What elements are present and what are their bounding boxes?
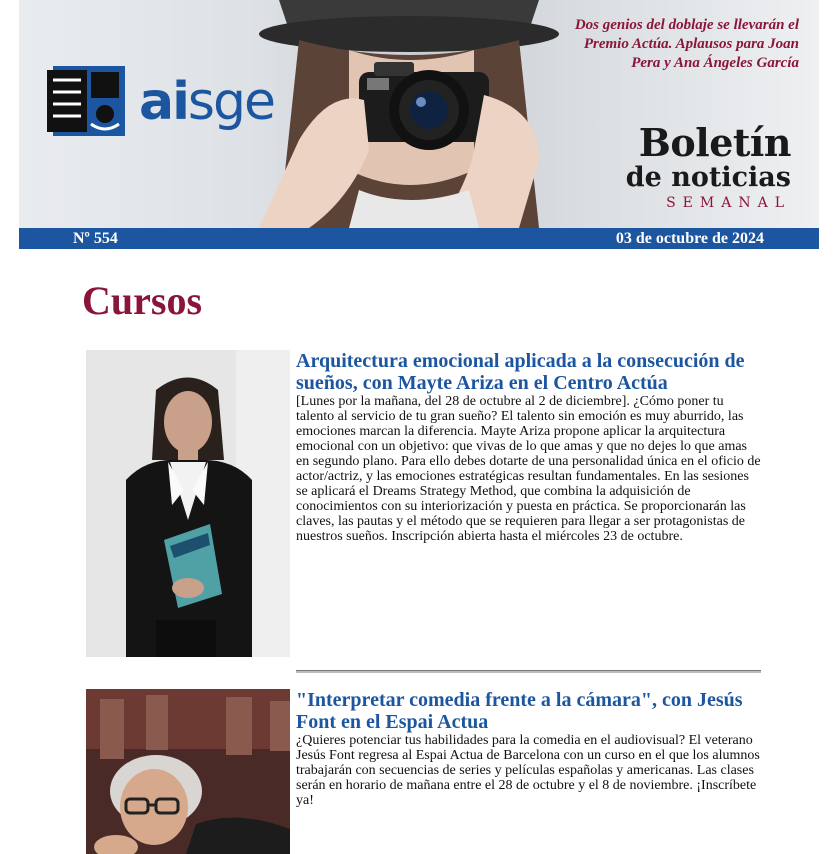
bulletin-title-line1: Boletín [638,120,791,165]
aisge-logo[interactable] [47,62,275,142]
article-2-title[interactable]: "Interpretar comedia frente a la cámara", con Jesús Font en el Espai Actua [296,689,743,733]
article-1-text: [Lunes por la mañana, del 28 de octubre al 2 de diciembre]. ¿Cómo poner tu talento al servicio de tu gran sueño? El talento sin emoción es muy aburrido, las emociones marcan la diferencia. Mayte Ariza propone aplicar la arquitectura emocional con un objetivo: que vivas de lo que amas y que no dejes lo que amas en segundo plano. Para ello debes dotarte de una personalidad única en el oficio de actor/actriz, y las emociones estratégicas resultan fundamentales. En las sesiones se aplicará el Dreams Strategy Method, que combina la adquisición de conocimientos con su interiorización y puesta en práctica. Se proporcionarán las claves, las pautas y el método que se requieren para llegar a ser protagonistas de nuestros sueños. Inscripción abierta hasta el miércoles 23 de octubre. [296,394,761,544]
article-1-photo[interactable] [86,350,290,657]
article-1-body [296,350,762,544]
issue-date: 03 de octubre de 2024 [615,230,764,247]
bulletin-title-line2: de noticias [625,162,791,193]
article-divider [296,670,761,673]
header-banner [19,0,819,228]
issue-number: Nº 554 [73,230,118,247]
article-2-text: ¿Quieres potenciar tus habilidades para la comedia en el audiovisual? El veterano Jesús Font regresa al Espai Actua de Barcelona con un curso en el que los alumnos trabajarán con secuencias de series y películas españolas y americanas. Las clases serán en horario de mañana entre el 28 de octubre y el 8 de noviembre. ¡Inscríbete ya! [296,733,760,808]
section-title: Cursos [82,278,203,323]
aisge-logo-icon [47,62,133,140]
logo-text-sge: sge [187,72,275,132]
photographer-camera-icon [239,0,579,228]
article-item [86,689,762,854]
bulletin-title [626,122,791,214]
article-2-photo[interactable] [86,689,290,854]
article-2-body [296,689,762,808]
bulletin-title-line3: SEMANAL [666,195,791,211]
article-item [86,350,762,657]
article-1-title[interactable]: Arquitectura emocional aplicada a la consecución de sueños, con Mayte Ariza en el Centro Actúa [296,350,745,394]
featured-headline[interactable]: Dos genios del doblaje se llevarán el Premio Actúa. Aplausos para Joan Pera y Ana Ángeles García [574,17,799,71]
logo-text-ai: ai [139,72,188,132]
issue-bar [19,228,819,249]
